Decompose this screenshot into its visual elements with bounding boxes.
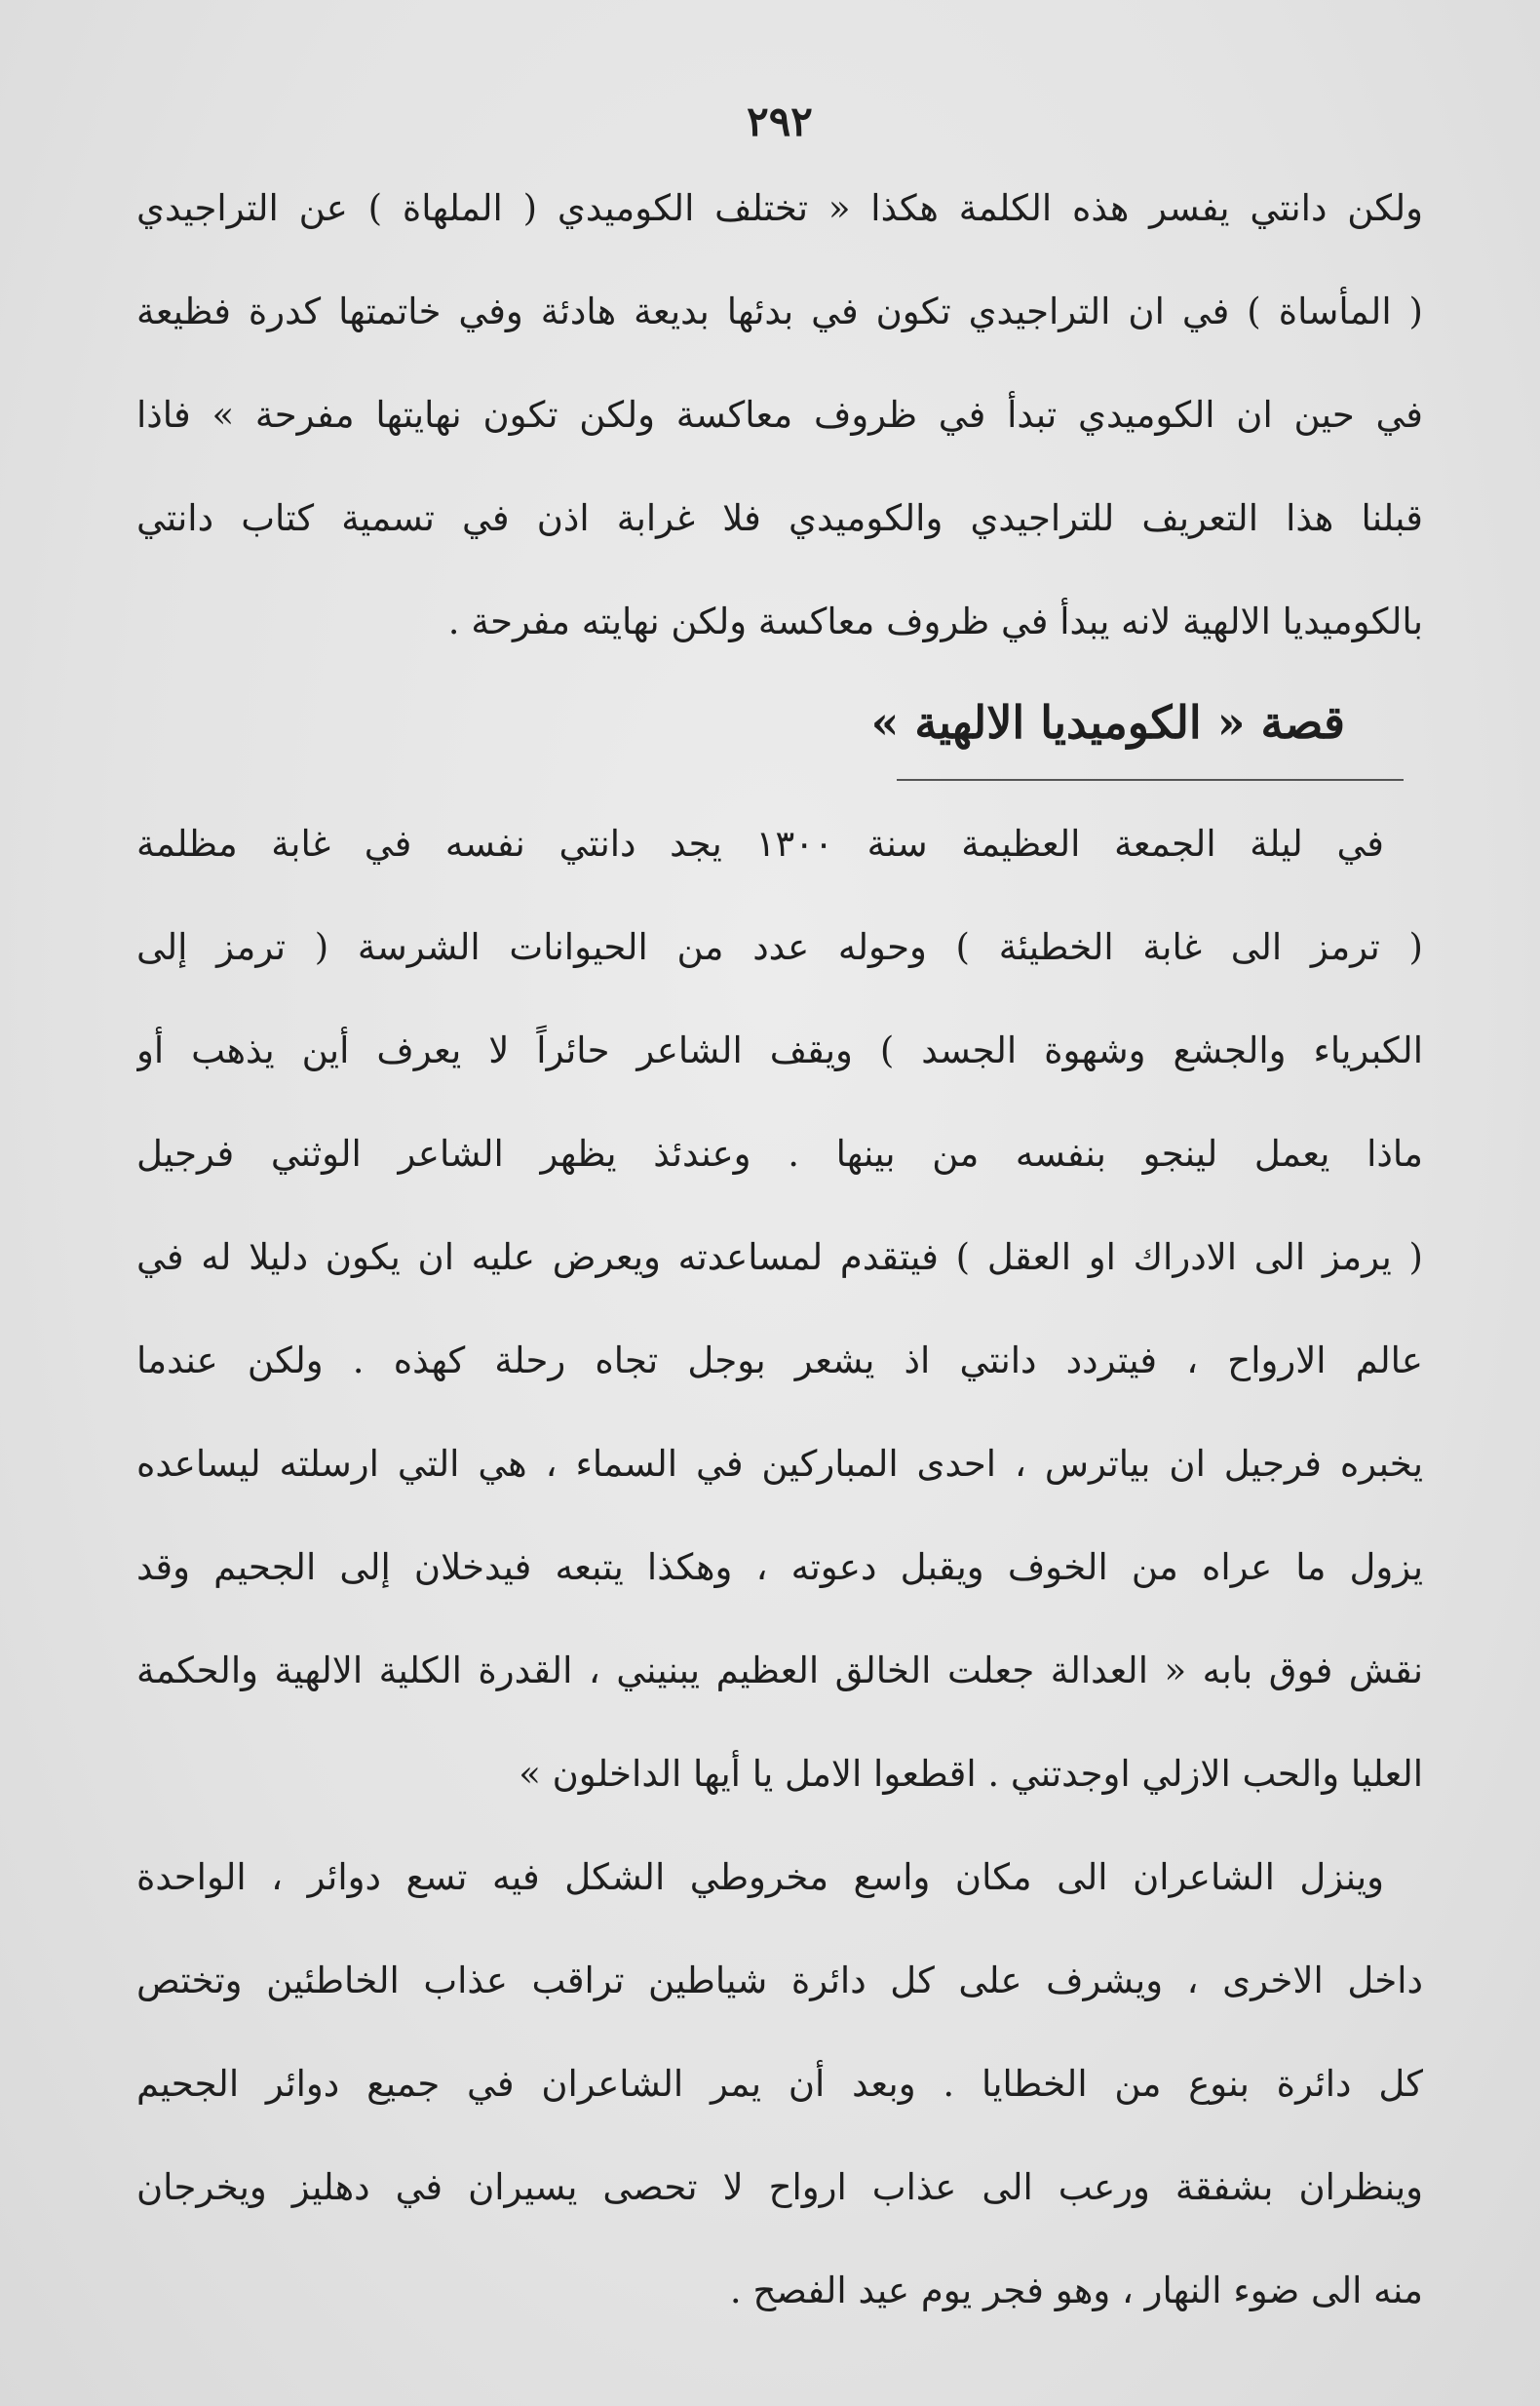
text-line: في ليلة الجمعة العظيمة سنة ١٣٠٠ يجد دانتي نفسه في غابة مظلمة [136,823,1384,865]
text-line: وينزل الشاعران الى مكان واسع مخروطي الشكل فيه تسع دوائر ، الواحدة [136,1856,1384,1898]
text-line: عالم الارواح ، فيتردد دانتي اذ يشعر بوجل تجاه رحلة كهذه . ولكن عندما [136,1339,1423,1381]
text-line: قبلنا هذا التعريف للتراجيدي والكوميدي فلا غرابة اذن في تسمية كتاب دانتي [136,497,1423,539]
text-line: داخل الاخرى ، ويشرف على كل دائرة شياطين تراقب عذاب الخاطئين وتختص [136,1960,1423,2001]
text-line: نقش فوق بابه « العدالة جعلت الخالق العظيم يبنيني ، القدرة الكلية الالهية والحكمة [136,1649,1423,1691]
text-line: في حين ان الكوميدي تبدأ في ظروف معاكسة ولكن تكون نهايتها مفرحة » فاذا [136,394,1423,436]
text-line: ( ترمز الى غابة الخطيئة ) وحوله عدد من الحيوانات الشرسة ( ترمز إلى [136,926,1423,968]
text-line: ( يرمز الى الادراك او العقل ) فيتقدم لمساعدته ويعرض عليه ان يكون دليلا له في [136,1236,1423,1278]
text-line: بالكوميديا الالهية لانه يبدأ في ظروف معاكسة ولكن نهايته مفرحة . [447,601,1423,642]
text-line: منه الى ضوء النهار ، وهو فجر يوم عيد الفصح . [729,2270,1423,2311]
title-underline [897,779,1404,781]
page-text [136,93,1423,2343]
text-line: ( المأساة ) في ان التراجيدي تكون في بدئها بديعة هادئة وفي خاتمتها كدرة فظيعة [136,291,1423,332]
text-line: يخبره فرجيل ان بياترس ، احدى المباركين في السماء ، هي التي ارسلته ليساعده [136,1443,1423,1485]
text-line: ماذا يعمل لينجو بنفسه من بينها . وعندئذ يظهر الشاعر الوثني فرجيل [136,1133,1423,1175]
intro-paragraph [136,157,1423,674]
text-line: وينظران بشفقة ورعب الى عذاب ارواح لا تحصى يسيران في دهليز ويخرجان [136,2166,1423,2208]
text-line: العليا والحب الازلي اوجدتني . اقطعوا الامل يا أيها الداخلون » [519,1753,1423,1795]
section-title: قصة « الكوميديا الالهية » [870,696,1345,749]
text-line: يزول ما عراه من الخوف ويقبل دعوته ، وهكذا يتبعه فيدخلان إلى الجحيم وقد [136,1546,1423,1588]
story-paragraph [136,793,1423,1826]
text-line: كل دائرة بنوع من الخطايا . وبعد أن يمر الشاعران في جميع دوائر الجحيم [136,2063,1423,2105]
descent-paragraph [136,1826,1423,2343]
text-line: ولكن دانتي يفسر هذه الكلمة هكذا « تختلف الكوميدي ( الملهاة ) عن التراجيدي [136,187,1423,229]
page-number: ٢٩٢ [747,97,813,145]
text-line: الكبرياء والجشع وشهوة الجسد ) ويقف الشاعر حائراً لا يعرف أين يذهب أو [136,1029,1423,1071]
